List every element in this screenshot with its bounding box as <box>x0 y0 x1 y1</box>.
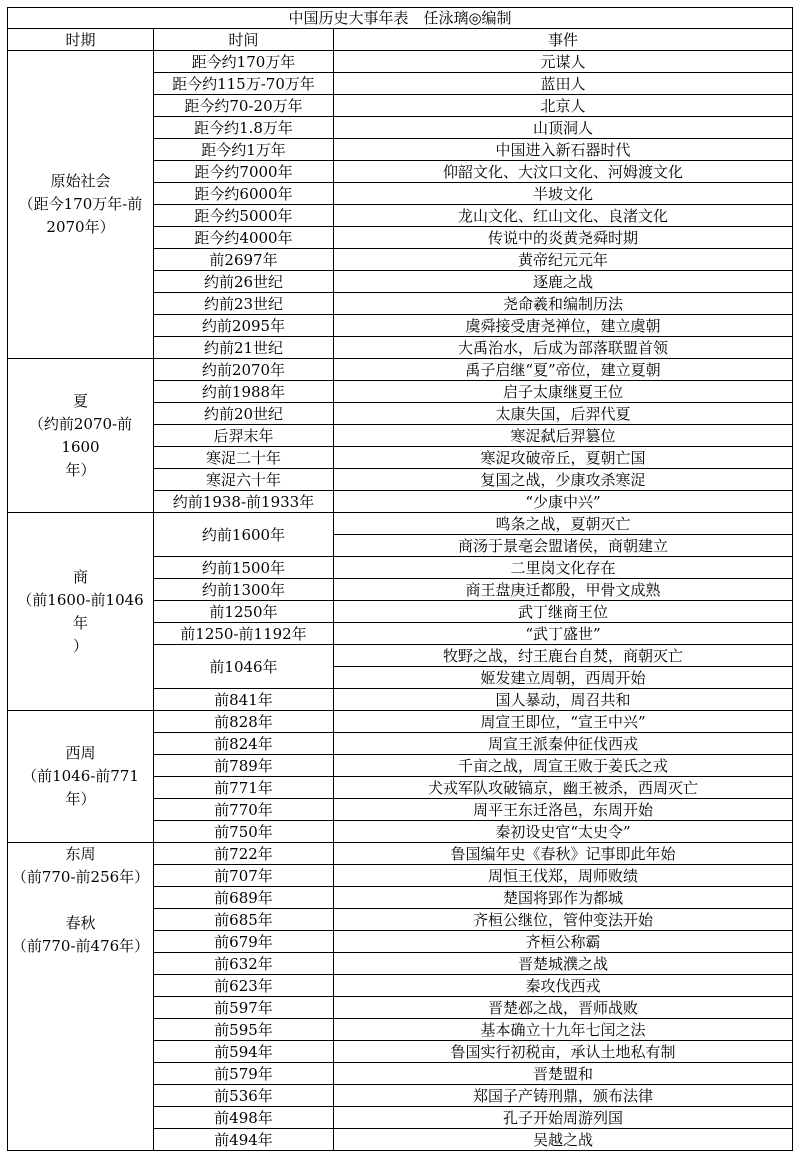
event-cell: 吴越之战 <box>334 1129 793 1151</box>
time-cell: 约前2070年 <box>154 359 334 381</box>
event-cell: 传说中的炎黄尧舜时期 <box>334 227 793 249</box>
time-cell: 前722年 <box>154 843 334 865</box>
period-cell <box>8 51 154 359</box>
event-cell: 鲁国编年史《春秋》记事即此年始 <box>334 843 793 865</box>
table-row <box>8 711 793 733</box>
event-cell: 千亩之战，周宣王败于姜氏之戎 <box>334 755 793 777</box>
time-cell: 前595年 <box>154 1019 334 1041</box>
event-cell: 晋楚城濮之战 <box>334 953 793 975</box>
event-cell: 黄帝纪元元年 <box>334 249 793 271</box>
time-cell: 前750年 <box>154 821 334 843</box>
period-shang-name: 商 <box>72 567 88 586</box>
period-xizhou-range: （前1046-前771年） <box>22 767 139 808</box>
event-cell: “武丁盛世” <box>334 623 793 645</box>
event-cell: 二里岗文化存在 <box>334 557 793 579</box>
event-cell: 牧野之战，纣王鹿台自焚，商朝灭亡 <box>334 645 793 667</box>
period-xizhou-name: 西周 <box>65 744 96 762</box>
period-primitive-name: 原始社会 <box>50 172 111 190</box>
event-cell: 齐桓公称霸 <box>334 931 793 953</box>
event-cell: 太康失国，后羿代夏 <box>334 403 793 425</box>
event-cell: 周恒王伐郑，周师败绩 <box>334 865 793 887</box>
time-cell: 约前1500年 <box>154 557 334 579</box>
table-row <box>8 513 793 535</box>
event-cell: 蓝田人 <box>334 73 793 95</box>
event-cell: 犬戎军队攻破镐京，幽王被杀，西周灭亡 <box>334 777 793 799</box>
event-cell: 启子太康继夏王位 <box>334 381 793 403</box>
time-cell: 前2697年 <box>154 249 334 271</box>
time-cell: 前685年 <box>154 909 334 931</box>
time-cell: 前579年 <box>154 1063 334 1085</box>
event-cell: 寒浞弑后羿篡位 <box>334 425 793 447</box>
time-cell: 前1046年 <box>154 645 334 689</box>
time-cell: 前498年 <box>154 1107 334 1129</box>
time-cell: 后羿末年 <box>154 425 334 447</box>
period-shang-range-a: （前1600-前1046年 <box>17 590 144 632</box>
event-cell: 姬发建立周朝，西周开始 <box>334 667 793 689</box>
time-cell: 前494年 <box>154 1129 334 1151</box>
event-cell: 晋楚邲之战，晋师战败 <box>334 997 793 1019</box>
time-cell: 距今约170万年 <box>154 51 334 73</box>
event-cell: 禹子启继“夏”帝位，建立夏朝 <box>334 359 793 381</box>
event-header: 事件 <box>334 29 793 51</box>
event-cell: 孔子开始周游列国 <box>334 1107 793 1129</box>
time-cell: 约前21世纪 <box>154 337 334 359</box>
period-dongzhou <box>8 843 153 958</box>
period-xia-range-b: 年） <box>65 460 96 479</box>
time-cell: 约前1988年 <box>154 381 334 403</box>
period-cell <box>8 359 154 513</box>
period-cell <box>8 843 154 1151</box>
event-cell: 武丁继商王位 <box>334 601 793 623</box>
time-cell: 前841年 <box>154 689 334 711</box>
event-cell: 虞舜接受唐尧禅位，建立虞朝 <box>334 315 793 337</box>
time-cell: 距今约1.8万年 <box>154 117 334 139</box>
event-cell: 逐鹿之战 <box>334 271 793 293</box>
event-cell: 中国进入新石器时代 <box>334 139 793 161</box>
event-cell: 商王盘庚迁都殷，甲骨文成熟 <box>334 579 793 601</box>
event-cell: 基本确立十九年七闰之法 <box>334 1019 793 1041</box>
chronology-table <box>7 7 793 1151</box>
time-cell: 寒浞六十年 <box>154 469 334 491</box>
time-cell: 前632年 <box>154 953 334 975</box>
time-cell: 约前1938-前1933年 <box>154 491 334 513</box>
event-cell: 商汤于景亳会盟诸侯，商朝建立 <box>334 535 793 557</box>
time-cell: 前771年 <box>154 777 334 799</box>
event-cell: 晋楚盟和 <box>334 1063 793 1085</box>
event-cell: 山顶洞人 <box>334 117 793 139</box>
time-cell: 约前20世纪 <box>154 403 334 425</box>
period-xia <box>11 390 150 482</box>
period-primitive-range-a: （距今170万年-前 <box>18 195 143 213</box>
time-cell: 距今约4000年 <box>154 227 334 249</box>
time-cell: 前597年 <box>154 997 334 1019</box>
event-cell: 仰韶文化、大汶口文化、河姆渡文化 <box>334 161 793 183</box>
table-row <box>8 51 793 73</box>
time-cell: 前623年 <box>154 975 334 997</box>
time-cell: 前707年 <box>154 865 334 887</box>
period-xia-range-a: （约前2070-前1600 <box>28 414 133 456</box>
time-cell: 寒浞二十年 <box>154 447 334 469</box>
time-cell: 前679年 <box>154 931 334 953</box>
event-cell: 周宣王派秦仲征伐西戎 <box>334 733 793 755</box>
time-cell: 距今约70-20万年 <box>154 95 334 117</box>
event-cell: “少康中兴” <box>334 491 793 513</box>
event-cell: 尧命羲和编制历法 <box>334 293 793 315</box>
time-cell: 约前2095年 <box>154 315 334 337</box>
period-chunqiu-name: 春秋 <box>65 914 96 932</box>
time-cell: 前824年 <box>154 733 334 755</box>
period-chunqiu-range: （前770-前476年） <box>11 937 150 955</box>
event-cell: 复国之战，少康攻杀寒浞 <box>334 469 793 491</box>
table-row <box>8 843 793 865</box>
time-cell: 前594年 <box>154 1041 334 1063</box>
header-row <box>8 29 793 51</box>
time-cell: 距今约7000年 <box>154 161 334 183</box>
period-primitive-range-b: 2070年） <box>46 218 115 236</box>
event-cell: 半坡文化 <box>334 183 793 205</box>
time-cell: 距今约6000年 <box>154 183 334 205</box>
period-xia-name: 夏 <box>72 391 88 410</box>
time-cell: 前770年 <box>154 799 334 821</box>
event-cell: 郑国子产铸刑鼎，颁布法律 <box>334 1085 793 1107</box>
event-cell: 周平王东迁洛邑，东周开始 <box>334 799 793 821</box>
time-header: 时间 <box>154 29 334 51</box>
event-cell: 北京人 <box>334 95 793 117</box>
period-shang <box>11 566 150 658</box>
event-cell: 国人暴动，周召共和 <box>334 689 793 711</box>
event-cell: 鸣条之战，夏朝灭亡 <box>334 513 793 535</box>
period-header: 时期 <box>8 29 154 51</box>
event-cell: 周宣王即位，“宣王中兴” <box>334 711 793 733</box>
time-cell: 约前1300年 <box>154 579 334 601</box>
time-cell: 前789年 <box>154 755 334 777</box>
period-xizhou <box>11 742 150 811</box>
event-cell: 秦攻伐西戎 <box>334 975 793 997</box>
period-dongzhou-range: （前770-前256年） <box>11 868 150 886</box>
event-cell: 龙山文化、红山文化、良渚文化 <box>334 205 793 227</box>
title-row <box>8 8 793 29</box>
period-shang-range-b: ） <box>72 636 88 655</box>
time-cell: 前1250-前1192年 <box>154 623 334 645</box>
time-cell: 距今约115万-70万年 <box>154 73 334 95</box>
time-cell: 约前23世纪 <box>154 293 334 315</box>
event-cell: 鲁国实行初税亩，承认土地私有制 <box>334 1041 793 1063</box>
event-cell: 秦初设史官“太史令” <box>334 821 793 843</box>
period-cell <box>8 711 154 843</box>
period-cell <box>8 513 154 711</box>
time-cell: 约前26世纪 <box>154 271 334 293</box>
period-dongzhou-name: 东周 <box>65 845 96 863</box>
table-row <box>8 359 793 381</box>
event-cell: 寒浞攻破帝丘，夏朝亡国 <box>334 447 793 469</box>
time-cell: 前1250年 <box>154 601 334 623</box>
period-primitive <box>11 170 150 239</box>
time-cell: 距今约1万年 <box>154 139 334 161</box>
event-cell: 楚国将郢作为都城 <box>334 887 793 909</box>
time-cell: 前689年 <box>154 887 334 909</box>
table-title: 中国历史大事年表 任泳璃◎编制 <box>8 8 793 29</box>
event-cell: 齐桓公继位，管仲变法开始 <box>334 909 793 931</box>
time-cell: 前536年 <box>154 1085 334 1107</box>
time-cell: 约前1600年 <box>154 513 334 557</box>
time-cell: 距今约5000年 <box>154 205 334 227</box>
event-cell: 大禹治水，后成为部落联盟首领 <box>334 337 793 359</box>
event-cell: 元谋人 <box>334 51 793 73</box>
time-cell: 前828年 <box>154 711 334 733</box>
